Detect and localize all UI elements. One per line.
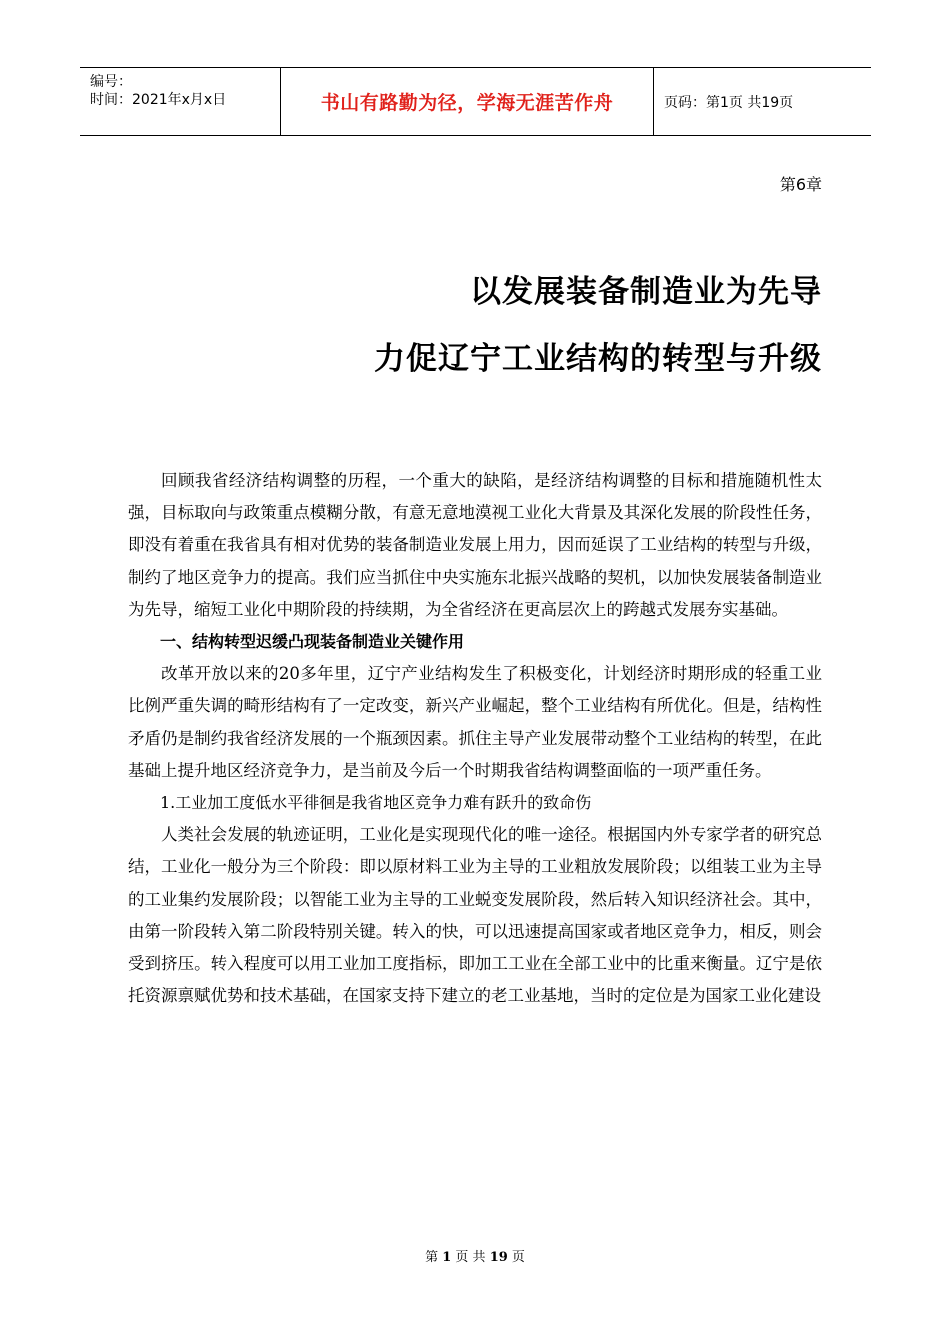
section-heading: 一、结构转型迟缓凸现装备制造业关键作用 xyxy=(160,632,465,652)
footer-middle: 页 共 xyxy=(455,1250,486,1265)
document-header xyxy=(80,67,871,136)
footer-page-number: 1 xyxy=(442,1250,452,1265)
header-meta-cell xyxy=(80,68,281,135)
page-footer xyxy=(0,1246,950,1265)
page-title-line-1: 以发展装备制造业为先导 xyxy=(470,274,822,310)
paragraph-intro: 回顾我省经济结构调整的历程，一个重大的缺陷，是经济结构调整的目标和措施随机性太强，目标取向与政策重点模糊分散，有意无意地漠视工业化大背景及其深化发展的阶段性任务，即没有着重在我省具有相对优势的装备制造业发展上用力，因而延误了工业结构的转型与升级，制约了地区竞争力的提高。我们应当抓住中央实施东北振兴战略的契机，以加快发展装备制造业为先导，缩短工业化中期阶段的持续期，为全省经济在更高层次上的跨越式发展夯实基础。 xyxy=(128,471,822,619)
document-body xyxy=(128,465,822,1012)
header-time-label: 时间：2021年x月x日 xyxy=(90,92,227,108)
header-page-info: 页码：第1页 共19页 xyxy=(664,94,794,111)
header-number-label: 编号： xyxy=(90,74,132,90)
subsection-heading: 1.工业加工度低水平徘徊是我省地区竞争力难有跃升的致命伤 xyxy=(160,793,592,813)
paragraph-section-intro: 改革开放以来的20多年里，辽宁产业结构发生了积极变化，计划经济时期形成的轻重工业比例严重失调的畸形结构有了一定改变，新兴产业崛起，整个工业结构有所优化。但是，结构性矛盾仍是制约我省经济发展的一个瓶颈因素。抓住主导产业发展带动整个工业结构的转型，在此基础上提升地区经济竞争力，是当前及今后一个时期我省结构调整面临的一项严重任务。 xyxy=(128,664,822,780)
paragraph-industrialization: 人类社会发展的轨迹证明，工业化是实现现代化的唯一途径。根据国内外专家学者的研究总结，工业化一般分为三个阶段：即以原材料工业为主导的工业粗放发展阶段；以组装工业为主导的工业集约发展阶段；以智能工业为主导的工业蜕变发展阶段，然后转入知识经济社会。其中，由第一阶段转入第二阶段特别关键。转入的快，可以迅速提高国家或者地区竞争力，相反，则会受到挤压。转入程度可以用工业加工度指标，即加工工业在全部工业中的比重来衡量。辽宁是依托资源禀赋优势和技术基础，在国家支持下建立的老工业基地，当时的定位是为国家工业化建设 xyxy=(128,825,822,1006)
chapter-label: 第6章 xyxy=(779,175,822,194)
footer-prefix: 第 xyxy=(425,1250,439,1265)
footer-total-pages: 19 xyxy=(489,1250,508,1265)
page-title-line-2: 力促辽宁工业结构的转型与升级 xyxy=(374,341,822,377)
footer-suffix: 页 xyxy=(511,1250,525,1265)
header-motto: 书山有路勤为径，学海无涯苦作舟 xyxy=(281,68,654,135)
